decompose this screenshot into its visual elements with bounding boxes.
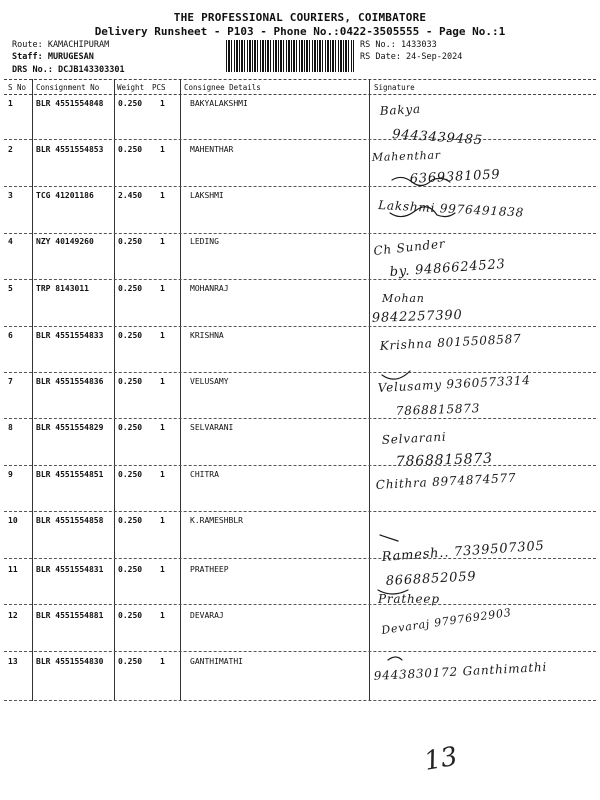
route-label: Route: KAMACHIPURAM (12, 40, 110, 50)
cell-consignment: BLR 4551554829 (36, 423, 104, 432)
cell-weight: 0.250 (118, 284, 143, 293)
drs-text: DRS No.: DCJB143303301 (12, 65, 125, 75)
cell-sno: 13 (8, 657, 18, 666)
handwritten-signature-line: Lakshmi 9976491838 (377, 198, 525, 220)
cell-pcs: 1 (160, 284, 165, 293)
cell-weight: 2.450 (118, 191, 143, 200)
cell-pcs: 1 (160, 145, 165, 154)
cell-consignee: MAHENTHAR (190, 145, 234, 154)
cell-weight: 0.250 (118, 657, 143, 666)
cell-consignment: TRP 8143011 (36, 284, 89, 293)
cell-consignment: BLR 4551554851 (36, 470, 104, 479)
cell-consignee: LEDING (190, 237, 219, 246)
cell-consignment: NZY 40149260 (36, 237, 94, 246)
handwritten-signature-line: 9443439485 (391, 127, 484, 149)
cell-pcs: 1 (160, 516, 165, 525)
column-header-consignment: Consignment No (36, 83, 100, 92)
handwritten-signature-line: by. 9486624523 (389, 256, 507, 280)
handwritten-signature-line: 7868815873 (395, 401, 481, 418)
cell-consignee: GANTHIMATHI (190, 657, 243, 666)
cell-pcs: 1 (160, 470, 165, 479)
cell-consignment: BLR 4551554853 (36, 145, 104, 154)
cell-sno: 6 (8, 331, 13, 340)
column-header-weight: Weight (117, 83, 145, 92)
cell-sno: 5 (8, 284, 13, 293)
handwritten-signature-line: Ch Sunder (372, 236, 447, 258)
column-header-consignee: Consignee Details (184, 83, 261, 92)
cell-weight: 0.250 (118, 565, 143, 574)
cell-consignment: BLR 4551554830 (36, 657, 104, 666)
signature-text-layer (371, 102, 548, 683)
cell-consignment: BLR 4551554848 (36, 99, 104, 108)
handwritten-signature-line: Devaraj 9797692903 (380, 605, 513, 637)
cell-consignment: BLR 4551554833 (36, 331, 104, 340)
handwritten-signature-line: 9443830172 Ganthimathi (373, 659, 548, 683)
handwritten-signature-line: 9842257390 (371, 307, 463, 326)
rs-date: RS Date: 24-Sep-2024 (360, 52, 463, 62)
cell-sno: 11 (8, 565, 18, 574)
cell-sno: 12 (8, 611, 18, 620)
cell-weight: 0.250 (118, 99, 143, 108)
column-header-signature: Signature (374, 83, 415, 92)
staff-text: Staff: MURUGESAN (12, 52, 94, 62)
cell-consignee: DEVARAJ (190, 611, 224, 620)
cell-weight: 0.250 (118, 516, 143, 525)
cell-weight: 0.250 (118, 145, 143, 154)
cell-sno: 7 (8, 377, 13, 386)
cell-consignment: BLR 4551554881 (36, 611, 104, 620)
handwritten-signature-line: Selvarani (381, 429, 447, 447)
document-subtitle: Delivery Runsheet - P103 - Phone No.:0422-3505555 - Page No.:1 (94, 25, 506, 38)
cell-consignment: TCG 41201186 (36, 191, 94, 200)
cell-sno: 8 (8, 423, 13, 432)
cell-consignee: SELVARANI (190, 423, 234, 432)
cell-pcs: 1 (160, 657, 165, 666)
cell-consignee: CHITRA (190, 470, 219, 479)
cell-sno: 3 (8, 191, 13, 200)
handwritten-signature-line: Bakya (379, 101, 422, 118)
cell-consignee: PRATHEEP (190, 565, 229, 574)
handwritten-signature-line: Velusamy 9360573314 (377, 373, 532, 395)
cell-consignee: LAKSHMI (190, 191, 224, 200)
handwritten-signature-line: 7868815873 (395, 450, 494, 470)
cell-weight: 0.250 (118, 423, 143, 432)
cell-sno: 9 (8, 470, 13, 479)
cell-consignee: VELUSAMY (190, 377, 229, 386)
handwritten-signature-line: Chithra 8974874577 (375, 470, 517, 492)
page-mark-text: 13 (422, 741, 460, 777)
handwritten-signature-line: 8668852059 (385, 569, 477, 589)
cell-pcs: 1 (160, 331, 165, 340)
page-mark (422, 742, 460, 777)
handwritten-signature-line: Mohan (382, 292, 425, 305)
document-title: THE PROFESSIONAL COURIERS, COIMBATORE (173, 11, 427, 24)
cell-weight: 0.250 (118, 377, 143, 386)
cell-pcs: 1 (160, 611, 165, 620)
cell-consignment: BLR 4551554831 (36, 565, 104, 574)
cell-consignee: KRISHNA (190, 331, 224, 340)
cell-consignee: MOHANRAJ (190, 284, 229, 293)
cell-consignment: BLR 4551554836 (36, 377, 104, 386)
cell-sno: 2 (8, 145, 13, 154)
handwritten-signature-line: Krishna 8015508587 (379, 331, 522, 353)
cell-weight: 0.250 (118, 470, 143, 479)
handwritten-signature-line: Pratheep (378, 592, 440, 606)
cell-pcs: 1 (160, 99, 165, 108)
cell-weight: 0.250 (118, 611, 143, 620)
cell-pcs: 1 (160, 377, 165, 386)
handwritten-signature-line: 6369381059 (409, 167, 501, 187)
cell-pcs: 1 (160, 423, 165, 432)
cell-weight: 0.250 (118, 237, 143, 246)
rs-number: RS No.: 1433033 (360, 40, 437, 50)
cell-sno: 4 (8, 237, 13, 246)
cell-weight: 0.250 (118, 331, 143, 340)
cell-pcs: 1 (160, 237, 165, 246)
cell-sno: 1 (8, 99, 13, 108)
cell-consignment: BLR 4551554858 (36, 516, 104, 525)
cell-pcs: 1 (160, 191, 165, 200)
column-header-sno: S No (8, 83, 27, 92)
cell-consignee: K.RAMESHBLR (190, 516, 243, 525)
cell-pcs: 1 (160, 565, 165, 574)
cell-consignee: BAKYALAKSHMI (190, 99, 248, 108)
column-header-pcs: PCS (152, 83, 166, 92)
handwritten-signature-line: Mahenthar (371, 148, 442, 164)
handwritten-signature-line: Ramesh.. 7339507305 (381, 538, 546, 565)
cell-sno: 10 (8, 516, 18, 525)
